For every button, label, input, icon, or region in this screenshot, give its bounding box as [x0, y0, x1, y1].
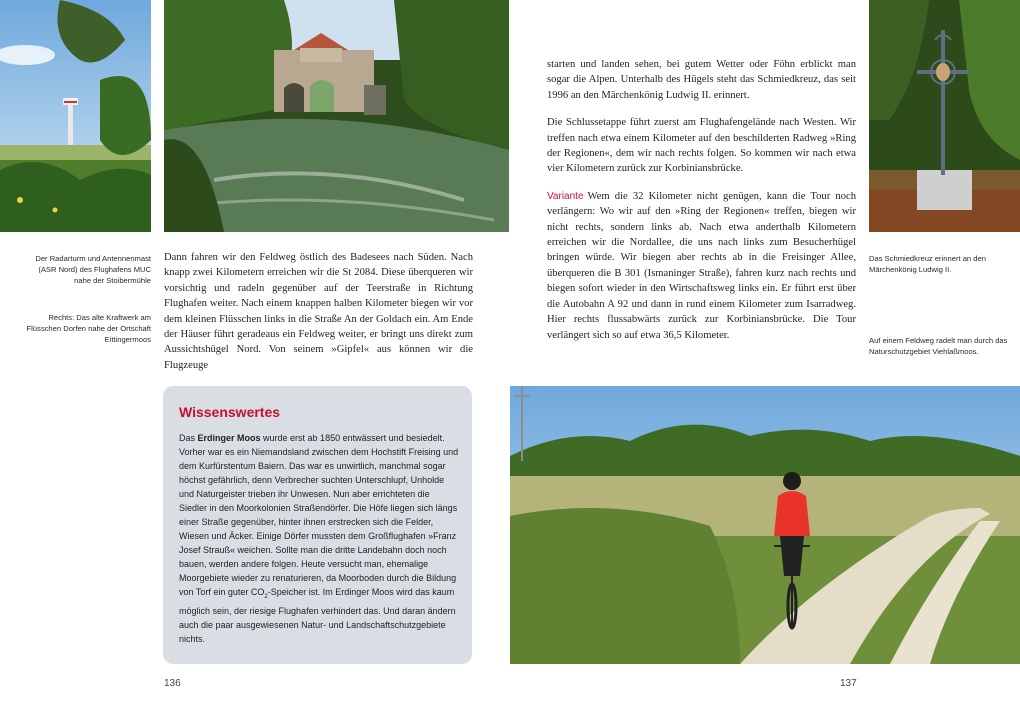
- info-box-subscript: 2: [264, 593, 268, 600]
- caption-schmiedkreuz: Das Schmiedkreuz erinnert an den Märchenkönig Ludwig II.: [869, 254, 986, 274]
- variante-label: Variante: [547, 190, 584, 202]
- info-box-wissenswertes: [163, 386, 472, 664]
- left-paragraph: Dann fahren wir den Feldweg östlich des Badesees nach Süden. Nach knapp zwei Kilometern erreichen wir die St 2084. Diese überqueren wir vorsichtig und radeln gegenüber auf der Teerstraße in Richtung Flughafen weiter. Nach einem knappen halben Kilometer biegen wir vor dem kleinen Flüsschen links in die Straße An der Goldach ein. Am Ende der Häuser führt geradeaus ein Feldweg weiter, er bringt uns direkt zum Aussichtshügel Nord. Von seinem »Gipfel« aus können wir die Flugzeuge: [164, 252, 473, 371]
- photo-cyclist-on-path: [510, 386, 1020, 664]
- right-paragraph-1: starten und landen sehen, bei gutem Wetter oder Föhn erblickt man sogar die Alpen. Unterhalb des Hügels steht das Schmiedkreuz, das seit 1996 an den Märchenkönig Ludwig II. erinnert.: [547, 59, 856, 101]
- info-box-body: wurde erst ab 1850 entwässert und besiedelt. Vorher war es ein Niemandsland zwischen dem Hochstift Freising und dem Kurfürstentum Baiern. Das war es unwirtlich, manchmal sogar höchst gefährlich, denn Verbrecher suchten Unterschlupf, Unholde und Naturgeister trieben ihr Unwesen. Nun aber errichteten die Siedler in den Moorkolonien Straßendörfer. Die Höfe liegen sich längs einer Straße gegenüber, hinter ihnen erstrecken sich die Felder, Wiesen und Äcker. Einige Dörfer mussten dem Großflughafen »Franz Josef Strauß« weichen. Sollte man die dritte Landebahn doch noch bauen, werden andere folgen. Heute versucht man, ehemalige Moorgebiete wieder zu renaturieren, da Moorboden durch die Bildung von Torf ein guter CO: [179, 433, 459, 597]
- page-number-right: 137: [840, 678, 857, 689]
- info-box-intro: Das: [179, 433, 198, 443]
- info-box-text: [179, 431, 459, 646]
- photo-radar-tower: [0, 0, 151, 232]
- info-box-body-end: -Speicher ist. Im Erdinger Moos wird das kaum möglich sein, der riesige Flughafen verhindert das. Und daran ändern auch die paar ausgewiesenen Natur- und Landschaftschutzgebiete nichts.: [179, 587, 456, 644]
- left-body-text: [164, 250, 473, 373]
- info-box-title: Wissenswertes: [179, 404, 281, 420]
- info-box-term: Erdinger Moos: [197, 433, 261, 443]
- caption-power-plant: Rechts: Das alte Kraftwerk am Flüsschen Dorfen nahe der Ortschaft Eittingermoos: [26, 313, 151, 344]
- caption-bike-path: Auf einem Feldweg radelt man durch das Naturschutzgebiet Viehlaßmoos.: [869, 336, 1008, 356]
- right-paragraph-2: Die Schlussetappe führt zuerst am Flughafengelände nach Westen. Wir treffen nach etwa einem Kilometer auf den beschilderten Radweg »Ring der Regionen«, dem wir nach rechts folgen. So kommen wir nach etwa vier Kilometern zurück zur Korbiniansbrücke.: [547, 117, 856, 175]
- page-number-left: 136: [164, 678, 181, 689]
- photo-schmiedkreuz: [869, 0, 1020, 232]
- variante-text: Wem die 32 Kilometer nicht genügen, kann die Tour noch verlängern: Wo wir auf den »Ring der Regionen« treffen, biegen wir nicht rechts, sondern links ab. Nach etwa anderthalb Kilometern erreichen wir die Nordallee, die uns nach links zum Besucherhügel bringen würde. Wir biegen aber rechts ab in die Freisinger Allee, überqueren die B 301 (Ismaninger Straße), fahren kurz nach rechts und biegen sofort wieder in den Wirtschaftsweg links ein. Er führt erst über die Autobahn A 92 und dann in rund einem Kilometer zum Isarradweg. Hier rechts flussabwärts zurück zur Korbiniansbrücke. Die Tour verlängert sich so auf etwa 36,5 Kilometer.: [547, 190, 856, 341]
- photo-old-power-plant: [164, 0, 509, 232]
- right-body-text: [547, 57, 856, 343]
- caption-radar-tower: Der Radarturm und Antennenmast (ASR Nord) des Flughafens MUC nahe der Stoibermühle: [35, 254, 151, 285]
- right-paragraph-3: [547, 189, 856, 343]
